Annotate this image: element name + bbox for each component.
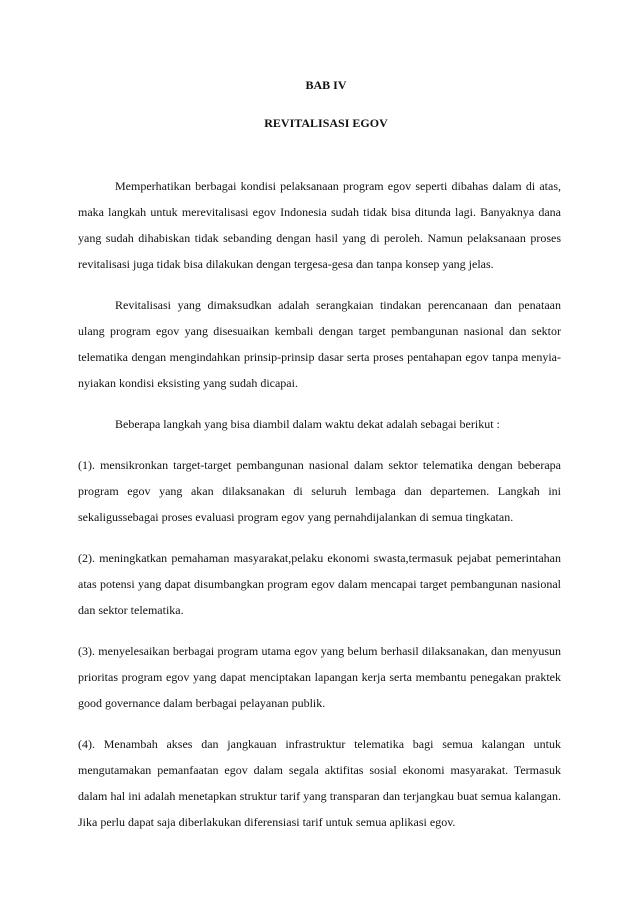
step-item-1: (1). mensikronkan target-target pembangunan nasional dalam sektor telematika dengan beberapa program egov yang akan dilaksanakan di seluruh lembaga dan departemen. Langkah ini sekaligussebagai proses evaluasi program egov yang pernahdijalankan di semua tingkatan. bbox=[78, 458, 561, 524]
document-body bbox=[78, 173, 561, 850]
paragraph-definition: Revitalisasi yang dimaksudkan adalah serangkaian tindakan perencanaan dan penataan ulang program egov yang disesuaikan kembali dengan target pembangunan nasional dan sektor telematika dengan mengindahkan prinsip-prinsip dasar serta proses pentahapan egov tanpa menyia-nyiakan kondisi eksisting yang sudah dicapai. bbox=[78, 298, 561, 390]
paragraph-intro: Memperhatikan berbagai kondisi pelaksanaan program egov seperti dibahas dalam di atas, maka langkah untuk merevitalisasi egov Indonesia sudah tidak bisa ditunda lagi. Banyaknya dana yang sudah dihabiskan tidak sebanding dengan hasil yang di peroleh. Namun pelaksanaan proses revitalisasi juga tidak bisa dilakukan dengan tergesa-gesa dan tanpa konsep yang jelas. bbox=[78, 179, 561, 271]
step-item-3: (3). menyelesaikan berbagai program utama egov yang belum berhasil dilaksanakan, dan menyusun prioritas program egov yang dapat menciptakan lapangan kerja serta membantu penegakan praktek good governance dalam berbagai pelayanan publik. bbox=[78, 644, 561, 710]
chapter-heading: BAB IV bbox=[305, 78, 347, 92]
paragraph-steps-intro: Beberapa langkah yang bisa diambil dalam waktu dekat adalah sebagai berikut : bbox=[115, 417, 500, 431]
step-item-2: (2). meningkatkan pemahaman masyarakat,pelaku ekonomi swasta,termasuk pejabat pemerintahan atas potensi yang dapat disumbangkan program egov dalam mencapai target pembangunan nasional dan sektor telematika. bbox=[78, 551, 561, 617]
step-item-4: (4). Menambah akses dan jangkauan infrastruktur telematika bagi semua kalangan untuk mengutamakan pemanfaatan egov dalam segala aktifitas sosial ekonomi masyarakat. Termasuk dalam hal ini adalah menetapkan struktur tarif yang transparan dan terjangkau buat semua kalangan. Jika perlu dapat saja diberlakukan diferensiasi tarif untuk semua aplikasi egov. bbox=[78, 737, 561, 829]
chapter-title: REVITALISASI EGOV bbox=[264, 116, 388, 130]
